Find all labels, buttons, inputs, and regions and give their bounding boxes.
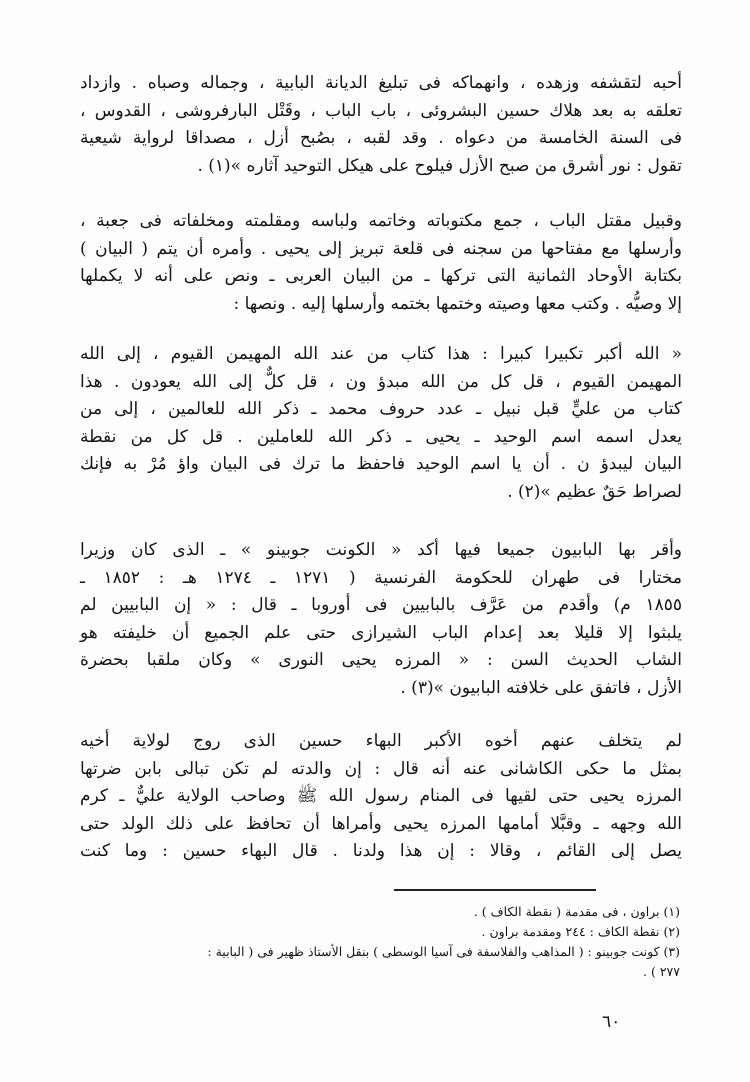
quoted-will-paragraph bbox=[80, 341, 682, 506]
footnote-3: (٣) كونت جوبينو : ( المذاهب والفلاسفة فى آسيا الوسطى ) بنقل الأستاذ ظهير فى ( البابية : bbox=[207, 944, 680, 959]
footnote-divider bbox=[394, 889, 596, 891]
text-line: فى السنة الخامسة من دعواه . وقد لقبه ، بصُبح أزل ، مصداقا لرواية شيعية bbox=[80, 128, 682, 148]
paragraph-2 bbox=[80, 208, 682, 318]
text-line: تقول : نور أشرق من صبح الأزل فيلوح على هيكل التوحيد آثاره »(١) . bbox=[197, 155, 682, 176]
text-line: « الله أكبر تكبيرا كبيرا : هذا كتاب من عند الله المهيمن القيوم ، إلى الله bbox=[80, 344, 682, 364]
text-line: الشاب الحديث السن : « المرزه يحيى النورى » وكان ملقبا بحضرة bbox=[80, 650, 682, 670]
text-line: يلبثوا إلا قليلا بعد إعدام الباب الشيرازى حتى علم الجميع أن خليفته هو bbox=[80, 622, 682, 643]
text-line: البيان ليبدؤ ن . أن يا اسم الوحيد فاحفظ ما ترك فى البيان واؤ مُرْ به فإنك bbox=[80, 454, 682, 474]
text-line: الأزل ، فاتفق على خلافته البابيون »(٣) . bbox=[400, 677, 682, 698]
text-line: بمثل ما حكى الكاشانى عنه أنه قال : إن والدته لم تكن تبالى بابن ضرتها bbox=[80, 758, 682, 779]
paragraph-5 bbox=[80, 728, 682, 866]
paragraph-1 bbox=[80, 70, 682, 180]
text-line: وأرسلها مع مفتاحها من سجنه فى قلعة تبريز إلى يحيى . وأمره أن يتم ( البيان ) bbox=[80, 238, 682, 259]
text-line: الله وجهه ـ وقبَّلا أمامها المرزه يحيى وأمراها أن تحافظ على ذلك الولد حتى bbox=[80, 813, 682, 834]
footnote-2: (٢) نقطة الكاف : ٢٤٤ ومقدمة براون . bbox=[481, 924, 680, 939]
text-line: بكتابة الأوحاد الثمانية التى تركها ـ من البيان العربى ـ ونص على أنه لا يكملها bbox=[80, 266, 682, 286]
text-line: لم يتخلف عنهم أخوه الأكبر البهاء حسين الذى روج لولاية أخيه bbox=[80, 731, 682, 751]
text-line: وقبيل مقتل الباب ، جمع مكتوباته وخاتمه ولباسه ومقلمته ومخلفاته فى جعبة ، bbox=[80, 211, 682, 231]
text-line: لصراط حَقٌ عظيم »(٢) . bbox=[507, 481, 682, 502]
text-line: إلا وصيُّه . وكتب معها وصيته وختمها بختمه وأرسلها إليه . ونصها : bbox=[233, 293, 682, 314]
text-line: المهيمن القيوم ، قل كل من الله مبدؤ ون ، قل كلٌّ إلى الله يعودون . هذا bbox=[80, 371, 682, 392]
paragraph-4 bbox=[80, 537, 682, 702]
footnote-1: (١) براون ، فى مقدمة ( نقطة الكاف ) . bbox=[473, 904, 680, 919]
text-line: تعلقه به بعد هلاك حسين البشروئى ، باب الباب ، وقَتْل البارفروشى ، القدوس ، bbox=[80, 100, 682, 121]
footnote-3-continued: ٢٧٧ ) . bbox=[643, 964, 680, 979]
text-line: أحبه لتقشفه وزهده ، وانهماكه فى تبليغ الديانة البابية ، وجماله وصباه . وازداد bbox=[80, 73, 682, 93]
text-line: وأقر بها البابيون جميعا فيها أكد « الكونت جوبينو » ـ الذى كان وزيرا bbox=[80, 540, 682, 560]
text-line: كتاب من عليٍّ قبل نبيل ـ عدد حروف محمد ـ ذكر الله للعالمين ، إلى من bbox=[80, 399, 682, 419]
page-number: ٦٠ bbox=[602, 1012, 621, 1032]
text-line: المرزه يحيى حتى لقيها فى المنام رسول الله ﷺ وصاحب الولاية عليٌّ ـ كرم bbox=[80, 786, 682, 806]
text-line: يصل إلى القائم ، وقالا : إن هذا ولدنا . قال البهاء حسين : وما كنت bbox=[80, 841, 682, 861]
text-line: مختارا فى طهران للحكومة الفرنسية ( ١٢٧١ ـ ١٢٧٤ هـ : ١٨٥٢ ـ bbox=[80, 567, 682, 588]
text-line: ١٨٥٥ م) وأقدم من عَرَّف بالبابيين فى أوروبا ـ قال : « إن البابيين لم bbox=[80, 595, 682, 615]
text-line: يعدل اسمه اسم الوحيد ـ يحيى ـ ذكر الله للعاملين . قل كل من نقطة bbox=[80, 426, 682, 447]
